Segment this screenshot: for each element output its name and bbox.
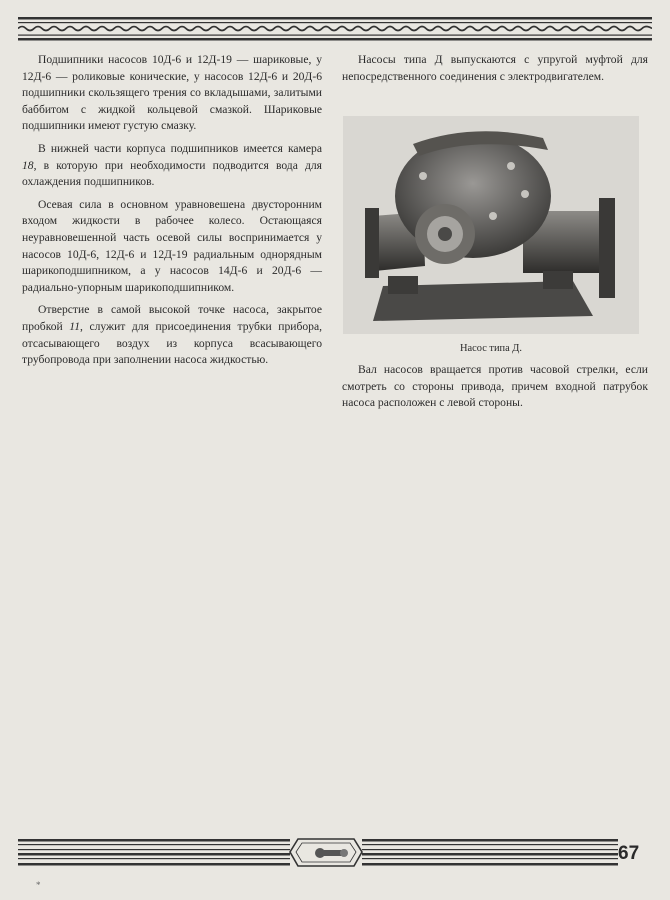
- print-speck: *: [36, 880, 41, 890]
- pump-photo: [343, 116, 639, 334]
- chamber-number: 18: [22, 158, 34, 172]
- cooling-chamber-paragraph: В нижней части корпуса подшипников имеется камера 18, в которую при необходимости подводится вода для охлаждения подшипников.: [22, 141, 322, 189]
- vent-hole-paragraph: Отверстие в самой высокой точке насоса, закрытое пробкой 11, служит для присоединения трубки прибора, отсасывающего воздух из корпуса всасывающего трубопровода при заполнении насоса жидкостью.: [22, 303, 323, 367]
- bearings-paragraph: Подшипники насосов 10Д-6 и 12Д-19 — шариковые, у 12Д-6 — роликовые конические, у насосов 12Д-6 и 20Д-6 подшипники скользящего трения со вкладышами, залитыми баббитом с жидкой кольцевой смазкой. Шариковые подшипники имеют густую смазку.: [22, 53, 322, 133]
- coupling-paragraph: Насосы типа Д выпускаются с упругой муфтой для непосредственного соединения с электродвигателем.: [342, 53, 648, 83]
- left-column: [22, 52, 322, 375]
- header-ornament: [18, 16, 652, 44]
- right-column-intro: [342, 52, 648, 91]
- page-number: 67: [618, 843, 640, 864]
- axial-force-paragraph: Осевая сила в основном уравновешена двусторонним входом жидкости в рабочее колесо. Остающаяся неуравновешенной часть осевой силы воспринимается у насосов 10Д-6, 12Д-6 и 12Д-19 радиальным однорядным шарикоподшипником, а у насосов 14Д-6 и 20Д-6 — радиально-упорным шарикоподшипником.: [22, 197, 322, 294]
- rotation-paragraph: Вал насосов вращается против часовой стрелки, если смотреть со стороны привода, причем входной патрубок насоса расположен с левой стороны.: [342, 363, 648, 410]
- plug-number: 11: [69, 319, 81, 333]
- footer-ornament: [18, 833, 618, 873]
- right-column-rotation: [342, 362, 648, 412]
- figure-caption: Насос типа Д.: [460, 343, 522, 354]
